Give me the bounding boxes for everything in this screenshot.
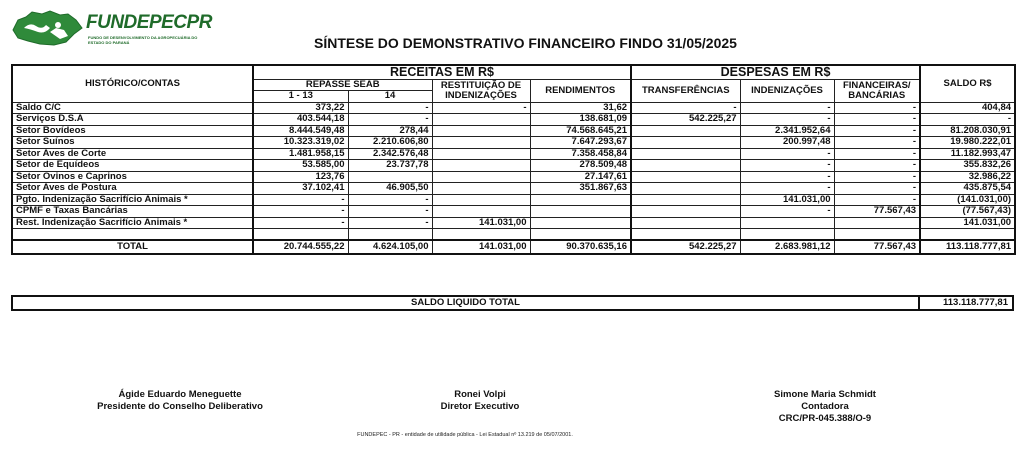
row-value: 141.031,00 <box>920 217 1015 229</box>
row-value: 77.567,43 <box>834 240 920 254</box>
signature-role: Presidente do Conselho Deliberativo <box>97 401 263 412</box>
row-label: Setor Suínos <box>12 137 253 149</box>
row-value <box>432 160 530 172</box>
saldo-liquido-row <box>11 295 1014 311</box>
saldo-liquido-value: 113.118.777,81 <box>943 297 1008 308</box>
row-label <box>12 229 253 240</box>
row-value: - <box>834 137 920 149</box>
logo-wordmark: FUNDEPECPR <box>86 12 212 33</box>
row-value: 138.681,09 <box>530 114 631 126</box>
row-label: Setor Ovinos e Caprinos <box>12 171 253 183</box>
row-value <box>631 160 740 172</box>
saldo-liquido-label: SALDO LIQUIDO TOTAL <box>411 297 520 308</box>
signature-role: Contadora <box>801 401 849 412</box>
row-value: - <box>348 114 432 126</box>
signature-name: Ronei Volpi <box>454 389 506 400</box>
row-value: - <box>253 217 348 229</box>
row-value: - <box>253 194 348 206</box>
row-value <box>740 229 834 240</box>
table-row <box>12 102 1015 114</box>
row-value: - <box>348 217 432 229</box>
row-value <box>631 229 740 240</box>
row-value: - <box>740 102 834 114</box>
row-value: - <box>834 194 920 206</box>
header-indenizacoes: INDENIZAÇÕES <box>740 79 834 102</box>
row-value: 27.147,61 <box>530 171 631 183</box>
row-value: - <box>348 206 432 218</box>
row-label: Setor Aves de Corte <box>12 148 253 160</box>
row-value <box>631 217 740 229</box>
signature-president <box>70 389 290 413</box>
row-value <box>432 171 530 183</box>
row-value: 46.905,50 <box>348 183 432 195</box>
row-value: - <box>348 102 432 114</box>
row-value: 20.744.555,22 <box>253 240 348 254</box>
header-rendimentos: RENDIMENTOS <box>530 79 631 102</box>
table-row <box>12 206 1015 218</box>
row-value <box>432 125 530 137</box>
row-value: 141.031,00 <box>432 240 530 254</box>
table-row <box>12 217 1015 229</box>
row-value: - <box>253 206 348 218</box>
table-row <box>12 114 1015 126</box>
row-label: Setor de Equídeos <box>12 160 253 172</box>
table-row-blank <box>12 229 1015 240</box>
row-value <box>530 229 631 240</box>
row-value: (77.567,43) <box>920 206 1015 218</box>
header-saldo: SALDO R$ <box>920 65 1015 102</box>
row-value: 7.647.293,67 <box>530 137 631 149</box>
row-label: Serviços D.S.A <box>12 114 253 126</box>
row-value <box>432 114 530 126</box>
row-value <box>432 148 530 160</box>
row-value: 32.986,22 <box>920 171 1015 183</box>
signature-accountant <box>725 389 925 425</box>
row-value: 542.225,27 <box>631 114 740 126</box>
header-financeiras: FINANCEIRAS/ BANCÁRIAS <box>834 79 920 102</box>
row-value <box>631 125 740 137</box>
row-value: - <box>631 102 740 114</box>
header-repasse: REPASSE SEAB <box>253 79 432 91</box>
row-value <box>432 229 530 240</box>
row-label: Pgto. Indenização Sacrifício Animais * <box>12 194 253 206</box>
row-value: 4.624.105,00 <box>348 240 432 254</box>
row-value: 2.341.952,64 <box>740 125 834 137</box>
row-value: - <box>834 148 920 160</box>
saldo-divider <box>918 297 920 309</box>
row-value: 403.544,18 <box>253 114 348 126</box>
row-label: Setor Aves de Postura <box>12 183 253 195</box>
row-value: 53.585,00 <box>253 160 348 172</box>
row-value: - <box>740 160 834 172</box>
header-repasse-14: 14 <box>348 91 432 103</box>
document-title: SÍNTESE DO DEMONSTRATIVO FINANCEIRO FINDO 31/05/2025 <box>314 35 737 51</box>
row-value: 278,44 <box>348 125 432 137</box>
header-despesas: DESPESAS EM R$ <box>631 65 920 79</box>
signature-name: Simone Maria Schmidt <box>774 389 876 400</box>
row-value: 141.031,00 <box>432 217 530 229</box>
row-value: 404,84 <box>920 102 1015 114</box>
header-historico: HISTÓRICO/CONTAS <box>12 65 253 102</box>
row-value <box>432 206 530 218</box>
row-value: - <box>834 171 920 183</box>
row-value: - <box>740 171 834 183</box>
row-value: 113.118.777,81 <box>920 240 1015 254</box>
row-value: 355.832,26 <box>920 160 1015 172</box>
logo-subtitle: FUNDO DE DESENVOLVIMENTO DA AGROPECUÁRIA DO ESTADO DO PARANÁ <box>88 35 198 45</box>
row-value <box>432 183 530 195</box>
fundepec-logo <box>10 8 212 48</box>
row-value <box>530 206 631 218</box>
row-value: - <box>834 114 920 126</box>
row-value: - <box>740 148 834 160</box>
row-value: 200.997,48 <box>740 137 834 149</box>
row-value: 2.342.576,48 <box>348 148 432 160</box>
row-value: 90.370.635,16 <box>530 240 631 254</box>
row-value: - <box>834 102 920 114</box>
row-value: 278.509,48 <box>530 160 631 172</box>
row-value: 2.683.981,12 <box>740 240 834 254</box>
table-row <box>12 171 1015 183</box>
row-value: 7.358.458,84 <box>530 148 631 160</box>
row-value: 1.481.958,15 <box>253 148 348 160</box>
table-row <box>12 160 1015 172</box>
row-value: - <box>920 114 1015 126</box>
signature-role: Diretor Executivo <box>440 401 520 412</box>
row-value: 23.737,78 <box>348 160 432 172</box>
row-value <box>348 171 432 183</box>
row-value: 31,62 <box>530 102 631 114</box>
row-value <box>834 217 920 229</box>
row-value: (141.031,00) <box>920 194 1015 206</box>
row-label: CPMF e Taxas Bancárias <box>12 206 253 218</box>
row-value <box>631 206 740 218</box>
row-value: 74.568.645,21 <box>530 125 631 137</box>
row-value <box>920 229 1015 240</box>
row-value: - <box>834 125 920 137</box>
row-value: 123,76 <box>253 171 348 183</box>
row-value <box>631 194 740 206</box>
row-value <box>631 137 740 149</box>
row-value: 435.875,54 <box>920 183 1015 195</box>
row-value: - <box>834 183 920 195</box>
row-value <box>530 194 631 206</box>
row-value: 19.980.222,01 <box>920 137 1015 149</box>
signature-director <box>400 389 560 413</box>
parana-map-icon <box>10 8 84 48</box>
table-total-row <box>12 240 1015 254</box>
row-value: 2.210.606,80 <box>348 137 432 149</box>
row-value <box>432 137 530 149</box>
row-value <box>631 148 740 160</box>
row-value: - <box>348 194 432 206</box>
row-value: 141.031,00 <box>740 194 834 206</box>
row-value: 373,22 <box>253 102 348 114</box>
row-value: - <box>432 102 530 114</box>
row-value <box>348 229 432 240</box>
row-value <box>631 183 740 195</box>
table-row <box>12 125 1015 137</box>
row-value: - <box>834 160 920 172</box>
signature-name: Ágide Eduardo Meneguette <box>118 389 242 400</box>
row-value: 11.182.993,47 <box>920 148 1015 160</box>
footer-note: FUNDEPEC - PR - entidade de utilidade pública - Lei Estadual nº 13.219 de 05/07/2001. <box>357 432 573 438</box>
table-row <box>12 148 1015 160</box>
row-label: Rest. Indenização Sacrifício Animais * <box>12 217 253 229</box>
row-value: - <box>740 114 834 126</box>
row-value: 351.867,63 <box>530 183 631 195</box>
table-row <box>12 183 1015 195</box>
row-value: 37.102,41 <box>253 183 348 195</box>
row-value <box>834 229 920 240</box>
row-value: 10.323.319,02 <box>253 137 348 149</box>
header-receitas: RECEITAS EM R$ <box>253 65 631 79</box>
row-value: 77.567,43 <box>834 206 920 218</box>
table-row <box>12 194 1015 206</box>
row-label: TOTAL <box>12 240 253 254</box>
row-value <box>432 194 530 206</box>
row-value <box>740 217 834 229</box>
financial-summary-table <box>11 64 1016 255</box>
header-transferencias: TRANSFERÊNCIAS <box>631 79 740 102</box>
row-value: - <box>740 206 834 218</box>
table-row <box>12 137 1015 149</box>
row-value: - <box>740 183 834 195</box>
row-value <box>253 229 348 240</box>
signature-crc: CRC/PR-045.388/O-9 <box>778 413 872 424</box>
header-repasse-1-13: 1 - 13 <box>253 91 348 103</box>
row-label: Saldo C/C <box>12 102 253 114</box>
row-value <box>530 217 631 229</box>
row-value: 8.444.549,48 <box>253 125 348 137</box>
row-value <box>631 171 740 183</box>
header-restituicao: RESTITUIÇÃO DE INDENIZAÇÕES <box>432 79 530 102</box>
row-label: Setor Bovídeos <box>12 125 253 137</box>
row-value: 542.225,27 <box>631 240 740 254</box>
row-value: 81.208.030,91 <box>920 125 1015 137</box>
